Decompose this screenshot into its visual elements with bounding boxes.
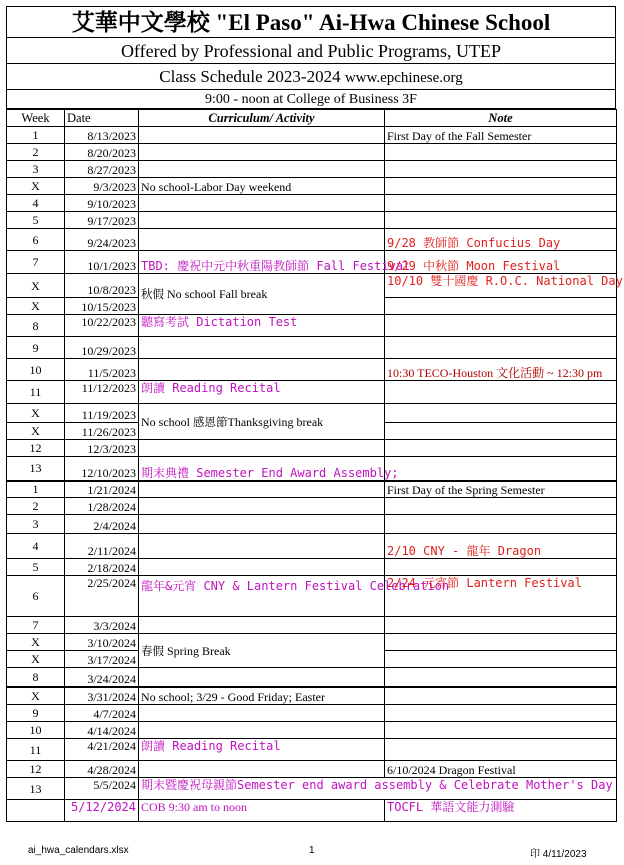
table-row [7,515,617,534]
activity-cell [139,212,385,229]
activity-cell: 朗讀 Reading Recital [139,381,385,404]
note-cell: 9/29 中秋節 Moon Festival [385,251,617,274]
week-cell: 4 [7,534,65,559]
week-cell: 13 [7,778,65,800]
week-cell: 8 [7,315,65,337]
table-row [7,161,617,178]
week-cell: X [7,423,65,440]
date-cell: 11/26/2023 [65,423,139,440]
header-row [7,110,617,127]
activity-cell [139,634,385,668]
week-cell: 10 [7,722,65,739]
time-location: 9:00 - noon at College of Business 3F [6,90,616,109]
note-cell [385,381,617,404]
date-cell: 4/14/2024 [65,722,139,739]
activity-cell: 期末暨慶祝母親節Semester end award assembly & Celebrate Mother's Day [139,778,617,800]
note-cell: 2/10 CNY - 龍年 Dragon [385,534,617,559]
week-cell: 1 [7,481,65,498]
thanksgiving-text: Thanksgiving break [227,414,324,429]
table-row [7,440,617,457]
activity-cell [139,481,385,498]
activity-cell [139,705,385,722]
table-row [7,144,617,161]
note-cell [385,634,617,651]
table-row [7,178,617,195]
date-cell: 3/10/2024 [65,634,139,651]
week-cell: 12 [7,440,65,457]
date-cell: 8/27/2023 [65,161,139,178]
note-cell [385,687,617,705]
date-cell: 2/4/2024 [65,515,139,534]
note-cell [385,739,617,761]
table-row [7,778,617,800]
note-cell [385,161,617,178]
table-row [7,617,617,634]
activity-cell [139,274,385,315]
table-row [7,498,617,515]
week-cell: 6 [7,576,65,617]
spring-break-zh: 春假 [141,643,164,658]
table-row [7,481,617,498]
table-row [7,212,617,229]
table-row [7,127,617,144]
activity-cell [139,229,385,251]
footer-filename: ai_hwa_calendars.xlsx [28,845,129,856]
week-cell: 11 [7,381,65,404]
schedule-year: Class Schedule 2023-2024 [159,67,341,86]
note-cell [385,722,617,739]
footer-page-number: 1 [309,845,315,856]
activity-cell [139,559,385,576]
date-cell: 1/28/2024 [65,498,139,515]
week-cell: 3 [7,515,65,534]
week-cell: X [7,651,65,668]
date-cell: 4/7/2024 [65,705,139,722]
date-cell: 3/3/2024 [65,617,139,634]
col-curriculum: Curriculum/ Activity [139,110,385,127]
note-cell: First Day of the Fall Semester [385,127,617,144]
week-cell: 3 [7,161,65,178]
activity-cell [139,127,385,144]
week-cell: 2 [7,498,65,515]
date-cell: 12/10/2023 [65,457,139,481]
week-cell: 12 [7,761,65,778]
activity-cell: 朗讀 Reading Recital [139,739,385,761]
col-note: Note [385,110,617,127]
date-cell: 5/5/2024 [65,778,139,800]
note-cell: 10:30 TECO-Houston 文化活動 ~ 12:30 pm [385,359,617,381]
table-row [7,534,617,559]
table-row [7,800,617,822]
week-cell: 5 [7,559,65,576]
spring-break-text: Spring Break [167,643,231,658]
activity-cell: TBD: 慶祝中元中秋重陽教師節 Fall Festival [139,251,385,274]
table-row [7,195,617,212]
date-cell: 10/1/2023 [65,251,139,274]
date-cell: 10/8/2023 [65,274,139,298]
week-cell: 11 [7,739,65,761]
date-cell: 9/3/2023 [65,178,139,195]
week-cell: 2 [7,144,65,161]
week-cell: 7 [7,251,65,274]
note-cell: 6/10/2024 Dragon Festival [385,761,617,778]
date-cell: 3/31/2024 [65,687,139,705]
table-row [7,359,617,381]
date-cell: 1/21/2024 [65,481,139,498]
note-cell: 9/28 教師節 Confucius Day [385,229,617,251]
date-cell: 4/28/2024 [65,761,139,778]
date-cell: 8/20/2023 [65,144,139,161]
date-cell: 12/3/2023 [65,440,139,457]
table-row [7,687,617,705]
note-cell [385,337,617,359]
week-cell [7,800,65,822]
date-cell: 2/25/2024 [65,576,139,617]
week-cell: 9 [7,337,65,359]
thanksgiving-zh: 感恩節 [193,414,228,429]
footer-printed [530,845,587,860]
note-cell [385,457,617,481]
week-cell: 1 [7,127,65,144]
note-cell [385,559,617,576]
note-cell: First Day of the Spring Semester [385,481,617,498]
date-cell: 11/19/2023 [65,404,139,423]
fall-break-text: No school Fall break [167,287,268,301]
note-cell [385,315,617,337]
date-cell: 2/18/2024 [65,559,139,576]
fall-break-zh: 秋假 [141,287,164,301]
activity-cell [139,761,385,778]
activity-cell [139,498,385,515]
week-cell: 10 [7,359,65,381]
week-cell: 6 [7,229,65,251]
note-cell: TOCFL 華語文能力測驗 [385,800,617,822]
table-row [7,404,617,423]
week-cell: X [7,178,65,195]
date-cell: 11/5/2023 [65,359,139,381]
note-cell [385,298,617,315]
activity-cell: 期末典禮 Semester End Award Assembly; [139,457,385,481]
activity-cell [139,359,385,381]
note-cell [385,668,617,687]
date-cell: 11/12/2023 [65,381,139,404]
date-cell: 3/17/2024 [65,651,139,668]
activity-cell: 聽寫考試 Dictation Test [139,315,385,337]
note-cell [385,423,617,440]
week-cell: X [7,687,65,705]
activity-cell [139,668,385,687]
note-cell [385,195,617,212]
note-cell [385,212,617,229]
activity-cell [139,534,385,559]
activity-cell [139,515,385,534]
table-row [7,576,617,617]
thanksgiving-prefix: No school [141,414,193,429]
schedule-title [6,64,616,90]
week-cell: X [7,298,65,315]
note-cell [385,515,617,534]
col-week: Week [7,110,65,127]
week-cell: 13 [7,457,65,481]
week-cell: X [7,634,65,651]
footer-printed-date: 4/11/2023 [542,849,587,860]
table-row [7,668,617,687]
website-link[interactable]: www.epchinese.org [344,70,463,86]
table-row [7,761,617,778]
week-cell: X [7,274,65,298]
date-cell: 9/10/2023 [65,195,139,212]
note-cell [385,651,617,668]
date-cell: 8/13/2023 [65,127,139,144]
table-row [7,381,617,404]
date-cell: 4/21/2024 [65,739,139,761]
note-cell: 10/10 雙十國慶 R.O.C. National Day [385,274,617,298]
note-cell [385,144,617,161]
activity-cell: COB 9:30 am to noon [139,800,385,822]
date-cell: 9/24/2023 [65,229,139,251]
week-cell: 7 [7,617,65,634]
note-cell [385,498,617,515]
week-cell: 4 [7,195,65,212]
table-row [7,457,617,481]
note-cell [385,178,617,195]
table-row [7,739,617,761]
school-title: 艾華中文學校 "El Paso" Ai-Hwa Chinese School [6,6,616,38]
date-cell: 10/22/2023 [65,315,139,337]
note-cell [385,440,617,457]
offered-by: Offered by Professional and Public Programs, UTEP [6,38,616,64]
table-row [7,722,617,739]
date-cell: 3/24/2024 [65,668,139,687]
col-date: Date [65,110,139,127]
week-cell: X [7,404,65,423]
date-cell: 10/15/2023 [65,298,139,315]
table-row [7,274,617,298]
table-row [7,337,617,359]
note-cell [385,617,617,634]
activity-cell [139,404,385,440]
date-cell: 5/12/2024 [65,800,139,822]
date-cell: 9/17/2023 [65,212,139,229]
footer-printed-label: 印 [530,849,540,860]
activity-cell: 龍年&元宵 CNY & Lantern Festival Celebration [139,576,385,617]
table-row [7,559,617,576]
table-row [7,705,617,722]
week-cell: 9 [7,705,65,722]
activity-cell [139,440,385,457]
week-cell: 8 [7,668,65,687]
activity-cell: No school-Labor Day weekend [139,178,385,195]
table-row [7,634,617,651]
activity-cell [139,195,385,212]
note-cell [385,705,617,722]
schedule-table [6,109,623,822]
note-cell [385,404,617,423]
table-row [7,315,617,337]
note-cell: 2/24 元宵節 Lantern Festival [385,576,617,617]
activity-cell [139,722,385,739]
date-cell: 10/29/2023 [65,337,139,359]
week-cell: 5 [7,212,65,229]
activity-cell [139,144,385,161]
table-row [7,251,617,274]
activity-cell [139,617,385,634]
date-cell: 2/11/2024 [65,534,139,559]
activity-cell: No school; 3/29 - Good Friday; Easter [139,687,385,705]
table-row [7,229,617,251]
activity-cell [139,337,385,359]
activity-cell [139,161,385,178]
